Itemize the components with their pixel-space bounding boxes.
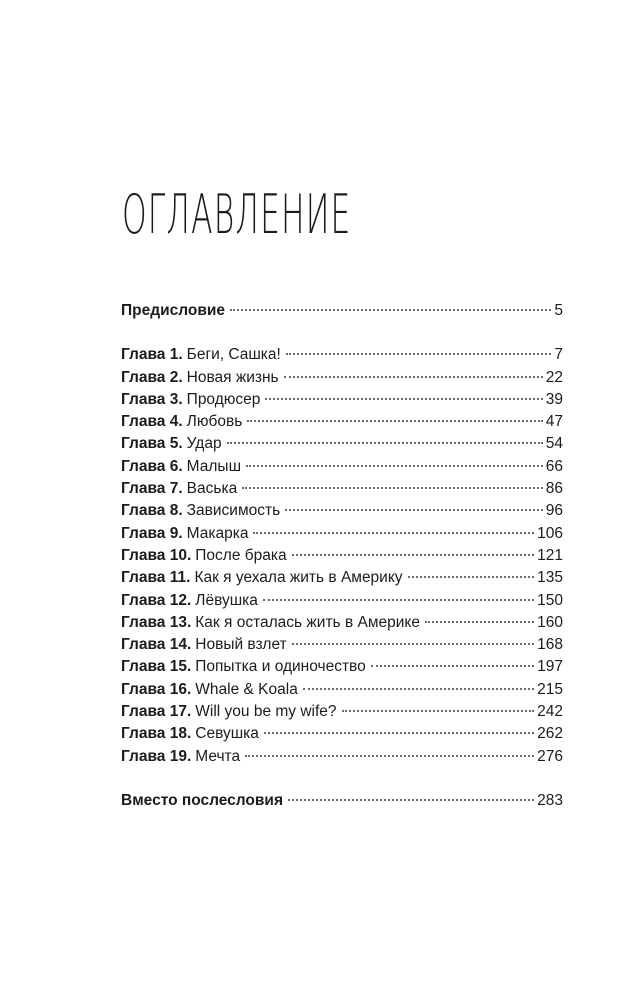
chapter-prefix: Глава 5.	[121, 435, 183, 453]
chapter-title: Как я уехала жить в Америку	[194, 569, 403, 587]
toc-entry-chapter[interactable]	[121, 456, 563, 478]
chapter-prefix: Глава 13.	[121, 613, 192, 631]
toc-entry-label	[121, 411, 242, 433]
toc-entry-preface[interactable]	[121, 300, 563, 322]
chapter-prefix: Глава 9.	[121, 524, 183, 542]
toc-entry-label	[121, 500, 280, 522]
toc-entry-label	[121, 545, 287, 567]
chapter-title: Whale & Koala	[195, 680, 298, 698]
toc-page-number: 66	[545, 457, 563, 475]
toc-entry-chapter[interactable]	[121, 389, 563, 411]
toc-entry-label	[121, 746, 240, 768]
chapter-title: Беги, Сашка!	[186, 346, 281, 364]
dot-leader	[284, 376, 543, 378]
dot-leader	[292, 554, 535, 556]
toc-entry-label	[121, 634, 287, 656]
toc-page-number: 5	[554, 302, 563, 319]
chapter-title: Попытка и одиночество	[195, 658, 366, 676]
dot-leader	[242, 487, 543, 489]
chapter-prefix: Глава 1.	[121, 346, 183, 364]
chapter-prefix: Глава 17.	[121, 703, 192, 721]
dot-leader	[245, 755, 534, 757]
toc-page-number: 121	[537, 546, 563, 564]
chapter-title: Продюсер	[186, 390, 261, 408]
chapter-prefix: Глава 4.	[121, 413, 183, 431]
chapter-title: После брака	[195, 546, 287, 564]
chapter-title: Малыш	[186, 457, 241, 475]
chapter-prefix: Глава 2.	[121, 368, 183, 386]
toc-entry-chapter[interactable]	[121, 679, 563, 701]
toc-page-number: 54	[545, 435, 563, 453]
dot-leader	[227, 442, 543, 444]
toc-entry-label	[121, 433, 222, 455]
toc-entry-chapter[interactable]	[121, 746, 563, 768]
toc-page-number: 197	[537, 658, 563, 676]
chapter-prefix: Глава 10.	[121, 546, 192, 564]
dot-leader	[285, 509, 543, 511]
toc-entry-chapter[interactable]	[121, 433, 563, 455]
toc-entry-label	[121, 567, 403, 589]
toc-entry-chapter[interactable]	[121, 367, 563, 389]
chapter-title: Will you be my wife?	[195, 703, 337, 721]
toc-entry-label	[121, 367, 279, 389]
chapter-title: Удар	[186, 435, 222, 453]
toc-page-number: 215	[537, 680, 563, 698]
chapter-title: Новый взлет	[195, 636, 287, 654]
toc-entry-label	[121, 656, 366, 678]
dot-leader	[230, 309, 551, 311]
table-of-contents	[121, 300, 563, 812]
toc-entry-chapter[interactable]	[121, 344, 563, 366]
toc-page-number: 47	[545, 413, 563, 431]
toc-entry-chapter[interactable]	[121, 478, 563, 500]
toc-entry-chapter[interactable]	[121, 500, 563, 522]
toc-page-number: 283	[537, 791, 563, 809]
dot-leader	[371, 665, 534, 667]
toc-entry-chapter[interactable]	[121, 590, 563, 612]
toc-entry-chapter[interactable]	[121, 545, 563, 567]
dot-leader	[292, 643, 534, 645]
chapter-prefix: Глава 3.	[121, 390, 183, 408]
toc-page-number: 262	[537, 725, 563, 743]
dot-leader	[265, 398, 542, 400]
toc-entry-label	[121, 679, 298, 701]
toc-entry-label	[121, 612, 420, 634]
toc-entry-chapter[interactable]	[121, 567, 563, 589]
chapter-title: Любовь	[186, 413, 243, 431]
spacer	[121, 768, 563, 790]
toc-entry-label	[121, 456, 241, 478]
dot-leader	[303, 688, 534, 690]
dot-leader	[263, 599, 534, 601]
chapter-title: Севушка	[195, 725, 259, 743]
chapter-title: Новая жизнь	[186, 368, 279, 386]
toc-entry-afterword[interactable]	[121, 790, 563, 812]
toc-entry-label	[121, 701, 337, 723]
dot-leader	[288, 799, 534, 801]
chapter-prefix: Глава 7.	[121, 480, 183, 498]
toc-page-number: 168	[537, 636, 563, 654]
dot-leader	[425, 621, 534, 623]
toc-entry-label: Предисловие	[121, 302, 226, 319]
chapter-title: Как я осталась жить в Америке	[195, 613, 420, 631]
toc-entry-label	[121, 590, 258, 612]
chapter-title: Мечта	[195, 747, 241, 765]
dot-leader	[253, 532, 534, 534]
dot-leader	[247, 420, 542, 422]
toc-entry-chapter[interactable]	[121, 634, 563, 656]
chapter-prefix: Глава 11.	[121, 569, 191, 587]
toc-page-number: 22	[545, 368, 563, 386]
toc-entry-label	[121, 723, 259, 745]
toc-entry-label	[121, 344, 281, 366]
chapter-title: Васька	[186, 480, 238, 498]
chapter-prefix: Глава 15.	[121, 658, 192, 676]
toc-entry-chapter[interactable]	[121, 411, 563, 433]
toc-page-number: 135	[537, 569, 563, 587]
toc-entry-label	[121, 478, 237, 500]
toc-page-number: 276	[537, 747, 563, 765]
toc-page-number: 7	[554, 346, 563, 364]
chapter-prefix: Глава 12.	[121, 591, 192, 609]
toc-page-number: 160	[537, 613, 563, 631]
chapter-prefix: Глава 14.	[121, 636, 192, 654]
toc-entry-chapter[interactable]	[121, 656, 563, 678]
chapter-prefix: Глава 16.	[121, 680, 192, 698]
toc-page-number: 86	[545, 480, 563, 498]
dot-leader	[286, 353, 552, 355]
toc-entry-chapter[interactable]	[121, 523, 563, 545]
chapter-title: Лёвушка	[195, 591, 258, 609]
chapter-prefix: Глава 18.	[121, 725, 192, 743]
toc-page-number: 242	[537, 703, 563, 721]
chapter-title: Макарка	[186, 524, 249, 542]
toc-entry-label: Вместо послесловия	[121, 791, 283, 809]
dot-leader	[264, 732, 534, 734]
toc-page-number: 39	[545, 390, 563, 408]
dot-leader	[342, 710, 535, 712]
chapter-prefix: Глава 19.	[121, 747, 192, 765]
toc-page-number: 96	[545, 502, 563, 520]
page-title: ОГЛАВЛЕНИЕ	[122, 183, 352, 246]
toc-entry-label	[121, 523, 248, 545]
toc-entry-chapter[interactable]	[121, 612, 563, 634]
toc-page-number: 106	[537, 524, 563, 542]
chapter-prefix: Глава 8.	[121, 502, 183, 520]
toc-entry-chapter[interactable]	[121, 701, 563, 723]
dot-leader	[408, 576, 535, 578]
chapter-title: Зависимость	[186, 502, 281, 520]
toc-page-number: 150	[537, 591, 563, 609]
chapter-list	[121, 344, 563, 768]
dot-leader	[246, 465, 543, 467]
toc-entry-label	[121, 389, 260, 411]
chapter-prefix: Глава 6.	[121, 457, 183, 475]
toc-entry-chapter[interactable]	[121, 723, 563, 745]
spacer	[121, 322, 563, 344]
